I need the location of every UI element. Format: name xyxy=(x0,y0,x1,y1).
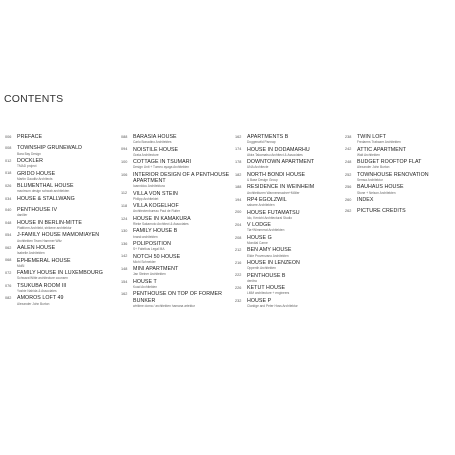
toc-entry-architect: wiritime doma / architekten hamana artektur xyxy=(133,303,196,308)
toc-entry xyxy=(4,258,118,268)
toc-entry-title: HOUSE & STALLWANG xyxy=(17,195,75,202)
toc-page-number: 054 xyxy=(5,233,12,238)
toc-column-1 xyxy=(4,134,118,308)
toc-entry xyxy=(344,208,454,214)
toc-page-number: 204 xyxy=(235,223,242,228)
toc-page-number: 248 xyxy=(345,160,352,165)
toc-entry xyxy=(120,159,234,169)
toc-page-number: 062 xyxy=(5,245,12,250)
toc-page-number: 194 xyxy=(235,197,242,202)
toc-page-number: 076 xyxy=(5,283,12,288)
toc-entry-text xyxy=(133,147,234,157)
toc-page-number: 162 xyxy=(235,134,242,139)
toc-entry-text xyxy=(133,291,234,308)
toc-entry xyxy=(234,235,350,245)
toc-page-number: 242 xyxy=(345,147,352,152)
toc-page-number: 212 xyxy=(235,248,242,253)
toc-entry-title: TSUKUBA ROOM III xyxy=(17,282,67,289)
toc-entry xyxy=(344,134,454,144)
toc-entry xyxy=(4,245,118,255)
toc-entry xyxy=(4,196,118,202)
toc-entry xyxy=(344,197,454,203)
toc-entry-text xyxy=(133,191,234,201)
toc-entry-title: PICTURE CREDITS xyxy=(357,208,406,215)
toc-entry-text xyxy=(133,241,234,251)
toc-page-number: 026 xyxy=(5,184,12,189)
toc-page-number: 008 xyxy=(5,146,12,151)
toc-entry-title: INDEX xyxy=(357,196,374,203)
toc-entry-text xyxy=(133,216,234,226)
toc-page-number: 238 xyxy=(345,134,352,139)
toc-page-number: 130 xyxy=(121,229,128,234)
toc-entry-title: NOISTILE HOUSE xyxy=(133,146,179,153)
toc-entry-text xyxy=(133,254,234,264)
toc-entry xyxy=(234,273,350,283)
toc-entry xyxy=(234,197,350,207)
toc-entry-architect: Walt Architekten xyxy=(357,152,380,157)
toc-entry-architect: TMAD project xyxy=(17,164,37,169)
toc-entry-architect: Ido, Kenichi Architectural Studio xyxy=(247,215,293,220)
toc-entry-text xyxy=(247,273,350,283)
toc-entry xyxy=(120,191,234,201)
toc-entry-architect: Schwarz/Witte architecture counsen xyxy=(17,276,68,281)
toc-entry-text xyxy=(133,266,234,276)
toc-page-number: 148 xyxy=(121,267,128,272)
toc-entry-title: MINI APARTMENT xyxy=(133,266,179,273)
toc-entry-title: J-FAMILY HOUSE MAMOMIAYEN xyxy=(17,232,100,239)
toc-entry-text xyxy=(247,247,350,257)
toc-entry-title: BLUMENTHAL HOUSE xyxy=(17,183,74,190)
toc-entry-text xyxy=(357,134,454,144)
toc-page-number: 226 xyxy=(235,286,242,291)
toc-entry-text xyxy=(17,258,118,268)
toc-entry-text xyxy=(17,270,118,280)
toc-column-3 xyxy=(234,134,350,310)
toc-entry-text xyxy=(133,172,234,189)
toc-entry-architect: denitra xyxy=(247,278,257,283)
toc-entry-architect: maximum design schwab architekten xyxy=(17,189,70,194)
toc-entry xyxy=(120,134,234,144)
toc-page-number: 262 xyxy=(345,209,352,214)
toc-entry-text xyxy=(247,210,350,220)
toc-entry-architect: Stone + Nelson Architekten xyxy=(357,190,396,195)
toc-page-number: 260 xyxy=(345,197,352,202)
toc-entry-architect: Philipp Architektet xyxy=(133,196,159,201)
toc-entry xyxy=(120,147,234,157)
toc-entry xyxy=(120,203,234,213)
toc-page-number: 088 xyxy=(121,134,128,139)
toc-entry-text xyxy=(17,220,118,230)
toc-entry xyxy=(344,159,454,169)
toc-entry-architect: Akira Takamatsu Architect & Associates xyxy=(247,152,303,157)
toc-page-number: 012 xyxy=(5,158,12,163)
toc-entry-title: INTERIOR DESIGN OF A PENTHOUSE APARTMENT xyxy=(133,171,230,184)
toc-entry-architect: Alexander John Burton xyxy=(17,301,50,306)
toc-entry-title: COTTAGE IN TSUMARI xyxy=(133,159,192,166)
toc-entry xyxy=(234,222,350,232)
toc-entry-text xyxy=(17,145,118,155)
toc-page-number: 174 xyxy=(235,147,242,152)
toc-page-number: 112 xyxy=(121,191,128,196)
toc-entry-title: VILLA VON STEIN xyxy=(133,190,178,197)
toc-entry-architect: brand:architekten xyxy=(133,234,158,239)
toc-entry-title: NOTCH 50 HOUSE xyxy=(133,253,181,260)
toc-entry-text xyxy=(357,208,454,214)
toc-entry-title: EPHEMERAL HOUSE xyxy=(17,257,71,264)
toc-entry-architect: Architectenbureau Paul de Ruiter xyxy=(133,209,180,214)
toc-page-number: 040 xyxy=(5,208,12,213)
toc-page-number: 142 xyxy=(121,254,128,259)
toc-entry xyxy=(344,172,454,182)
toc-entry-text xyxy=(247,260,350,270)
toc-entry-title: HOUSE FUTAMATSU xyxy=(247,209,300,216)
toc-column-4 xyxy=(344,134,454,220)
toc-column-2 xyxy=(120,134,234,310)
toc-entry-title: GRIDO HOUSE xyxy=(17,170,56,177)
toc-spacer xyxy=(234,308,350,310)
toc-entry-title: PENTHOUSE IV xyxy=(17,207,58,214)
toc-entry-title: DOWNTOWN APARTMENT xyxy=(247,159,315,166)
toc-entry-text xyxy=(357,159,454,169)
toc-entry xyxy=(4,295,118,305)
toc-page-number: 106 xyxy=(121,172,128,177)
toc-entry-text xyxy=(247,134,350,144)
toc-page-number: 034 xyxy=(5,196,12,201)
toc-entry xyxy=(4,270,118,280)
toc-entry-architect: Doggenwild Pannap xyxy=(247,140,276,145)
toc-entry-architect: Tia+Wimmerat Architekten xyxy=(247,228,285,233)
toc-entry xyxy=(120,228,234,238)
toc-entry-text xyxy=(357,197,454,203)
toc-entry-text xyxy=(17,171,118,181)
toc-entry xyxy=(234,184,350,194)
toc-page-number: 256 xyxy=(345,185,352,190)
toc-page-number: 118 xyxy=(121,204,128,209)
toc-entry-title: BEN AMY HOUSE xyxy=(247,247,292,254)
toc-entry-architect: UNA Architecte xyxy=(247,165,269,170)
toc-entry xyxy=(120,266,234,276)
toc-entry-title: BUDGET ROOFTOP FLAT xyxy=(357,159,422,166)
toc-entry-title: TWIN LOFT xyxy=(357,134,386,140)
page-title: CONTENTS xyxy=(4,93,64,105)
toc-entry-architect: Ioannidou Architektura xyxy=(133,184,165,189)
toc-entry xyxy=(4,283,118,293)
toc-entry-title: PENTHOUSE B xyxy=(247,272,286,279)
toc-entry-text xyxy=(357,172,454,182)
toc-page-number: 136 xyxy=(121,241,128,246)
toc-entry-title: FAMILY HOUSE B xyxy=(133,228,178,235)
toc-entry xyxy=(234,134,350,144)
toc-entry xyxy=(234,172,350,182)
toc-page-number: 222 xyxy=(235,273,242,278)
toc-entry-text xyxy=(247,298,350,308)
toc-entry-text xyxy=(247,285,350,295)
toc-entry xyxy=(234,260,350,270)
toc-entry-text xyxy=(133,203,234,213)
toc-entry-text xyxy=(133,228,234,238)
toc-entry-text xyxy=(357,147,454,157)
toc-entry xyxy=(4,220,118,230)
toc-entry-title: TOWNHOUSE RENOVATION xyxy=(357,171,429,178)
toc-page-number: 154 xyxy=(121,279,128,284)
toc-page-number: 216 xyxy=(235,260,242,265)
toc-entry-title: NORTH BONDI HOUSE xyxy=(247,171,306,178)
toc-spacer xyxy=(120,308,234,310)
toc-entry-architect: & Base Design Group xyxy=(247,177,278,182)
toc-entry-title: RESIDENCE IN WEINHEIM xyxy=(247,184,315,191)
toc-entry xyxy=(4,134,118,140)
toc-entry-architect: Isabelle Architekten xyxy=(17,251,45,256)
toc-entry-architect: Oppenth Architekten xyxy=(247,266,276,271)
toc-entry-architect: LMM architecture + engineers xyxy=(247,291,290,296)
toc-entry-architect: Martin Gauditz Architects xyxy=(17,176,53,181)
toc-page-number: 100 xyxy=(121,160,128,165)
toc-entry-title: AMOROS LOFT 49 xyxy=(17,295,64,302)
toc-entry-title: V LODGE xyxy=(247,222,271,229)
toc-entry xyxy=(234,147,350,157)
toc-entry xyxy=(234,285,350,295)
toc-entry-architect: Kuad Architekten xyxy=(133,284,158,289)
toc-entry-title: HOUSE IN BERLIN-MITTE xyxy=(17,219,82,226)
toc-page-number: 232 xyxy=(235,298,242,303)
toc-entry-architect: S+ Fabrikus Legal MA xyxy=(133,247,165,252)
toc-entry xyxy=(4,171,118,181)
toc-entry-title: KETUT HOUSE xyxy=(247,285,286,292)
toc-entry-text xyxy=(133,279,234,289)
toc-entry xyxy=(4,232,118,242)
toc-entry-title: PENTHOUSE ON TOP OF FORMER BUNKER xyxy=(133,291,223,304)
toc-page-number: 162 xyxy=(121,292,128,297)
toc-spacer xyxy=(4,306,118,308)
toc-entry-architect: Mondial Carne xyxy=(247,240,268,245)
toc-page-number: 094 xyxy=(121,147,128,152)
toc-page-number: 124 xyxy=(121,216,128,221)
toc-entry xyxy=(344,147,454,157)
toc-entry-architect: Architekturen Wannenmacher+Möller xyxy=(247,190,300,195)
toc-entry-title: POLIPOSITION xyxy=(133,240,171,247)
toc-entry-title: AALEN HOUSE xyxy=(17,244,56,251)
toc-entry xyxy=(234,247,350,257)
toc-entry-architect: Design Unit + Tumeo ayaga Architekten xyxy=(133,165,190,170)
toc-entry-title: HOUSE T xyxy=(133,278,157,285)
toc-entry-architect: Rieke Sakamoto Architect & Associates xyxy=(133,221,189,226)
toc-entry-architect: Architekten Team Hammer Witz xyxy=(17,238,62,243)
toc-entry-text xyxy=(247,184,350,194)
toc-entry-text xyxy=(357,184,454,194)
toc-page-number: 082 xyxy=(5,296,12,301)
toc-entry-text xyxy=(247,147,350,157)
toc-entry-architect: MoBI xyxy=(17,263,25,268)
toc-entry xyxy=(120,172,234,189)
toc-entry-architect: Yoshie Nahida & Associates xyxy=(17,288,57,293)
toc-entry-architect: daniller xyxy=(17,213,28,218)
toc-page-number: 018 xyxy=(5,171,12,176)
toc-entry-architect: Plattform Architekt, strikene architektur xyxy=(17,225,72,230)
toc-entry-text xyxy=(247,222,350,232)
toc-page-number: 068 xyxy=(5,258,12,263)
toc-entry xyxy=(120,216,234,226)
toc-entry xyxy=(4,158,118,168)
toc-entry-architect: Bara Bay Design xyxy=(17,151,41,156)
toc-entry-text xyxy=(17,283,118,293)
toc-entry xyxy=(234,210,350,220)
toc-entry xyxy=(4,145,118,155)
toc-entry-architect: Alexander John Burton xyxy=(357,165,390,170)
toc-entry-architect: Carlo Bonadino Architektes xyxy=(133,140,172,145)
toc-entry-architect: Semsa Architektur xyxy=(357,177,383,182)
toc-entry-title: HOUSE IN KAMAKURA xyxy=(133,215,191,222)
toc-entry-title: HOUSE IN LENZEON xyxy=(247,259,300,266)
toc-entry-title: ATTIC APARTMENT xyxy=(357,146,407,153)
toc-entry-title: BAUHAUS HOUSE xyxy=(357,184,404,191)
toc-entry-text xyxy=(17,232,118,242)
toc-entry-architect: Jan Steiner Architekten xyxy=(133,272,166,277)
toc-entry xyxy=(4,207,118,217)
toc-entry-architect: sabarre Architekten xyxy=(247,203,275,208)
toc-entry-text xyxy=(17,183,118,193)
toc-entry-architect: Grata Architecture xyxy=(133,152,159,157)
toc-entry-title: TOWNSHIP GRUNEWALD xyxy=(17,145,82,152)
toc-entry-title: HOUSE IN DODAMARHU xyxy=(247,146,310,153)
toc-entry-text xyxy=(247,197,350,207)
toc-entry xyxy=(234,159,350,169)
toc-entry-title: HOUSE P xyxy=(247,297,272,304)
toc-page-number: 208 xyxy=(235,235,242,240)
toc-entry xyxy=(120,241,234,251)
toc-entry-text xyxy=(247,172,350,182)
toc-entry xyxy=(120,254,234,264)
toc-entry xyxy=(120,279,234,289)
toc-entry xyxy=(234,298,350,308)
toc-entry-title: PREFACE xyxy=(17,134,43,140)
toc-entry-text xyxy=(17,295,118,305)
toc-page-number: 072 xyxy=(5,271,12,276)
toc-entry-text xyxy=(133,159,234,169)
toc-page-number: 200 xyxy=(235,210,242,215)
toc-page-number: 188 xyxy=(235,185,242,190)
toc-entry-architect: Claridge and Peter Hoss Architektur xyxy=(247,303,298,308)
toc-spacer xyxy=(344,215,454,220)
toc-entry-architect: Michi Schneider xyxy=(133,259,156,264)
toc-page-number: 182 xyxy=(235,172,242,177)
toc-page-number: 006 xyxy=(5,134,12,139)
toc-entry xyxy=(120,291,234,308)
toc-entry-title: DOCKLER xyxy=(17,157,43,164)
toc-page-number: 048 xyxy=(5,220,12,225)
toc-entry-text xyxy=(17,245,118,255)
toc-entry-architect: Elide Provenzano Architekten xyxy=(247,253,289,258)
toc-page-number: 178 xyxy=(235,160,242,165)
toc-entry-title: RP4 EGOLZWIL xyxy=(247,196,287,203)
toc-entry-text xyxy=(17,196,118,202)
toc-entry xyxy=(4,183,118,193)
toc-entry-text xyxy=(17,134,118,140)
toc-page-number: 252 xyxy=(345,172,352,177)
toc-entry-text xyxy=(247,235,350,245)
toc-entry-title: VILLA KOGELHOF xyxy=(133,203,179,210)
toc-entry-title: APARTMENTS B xyxy=(247,134,289,140)
toc-entry-architect: Fredarms Trabazer Architekten xyxy=(357,140,401,145)
toc-entry-title: FAMILY HOUSE IN LUXEMBOURG xyxy=(17,270,103,277)
toc-entry xyxy=(344,184,454,194)
toc-entry-text xyxy=(17,158,118,168)
toc-entry-text xyxy=(133,134,234,144)
toc-entry-title: HOUSE G xyxy=(247,234,272,241)
toc-entry-title: BARASIA HOUSE xyxy=(133,134,177,140)
toc-entry-text xyxy=(247,159,350,169)
toc-entry-text xyxy=(17,207,118,217)
